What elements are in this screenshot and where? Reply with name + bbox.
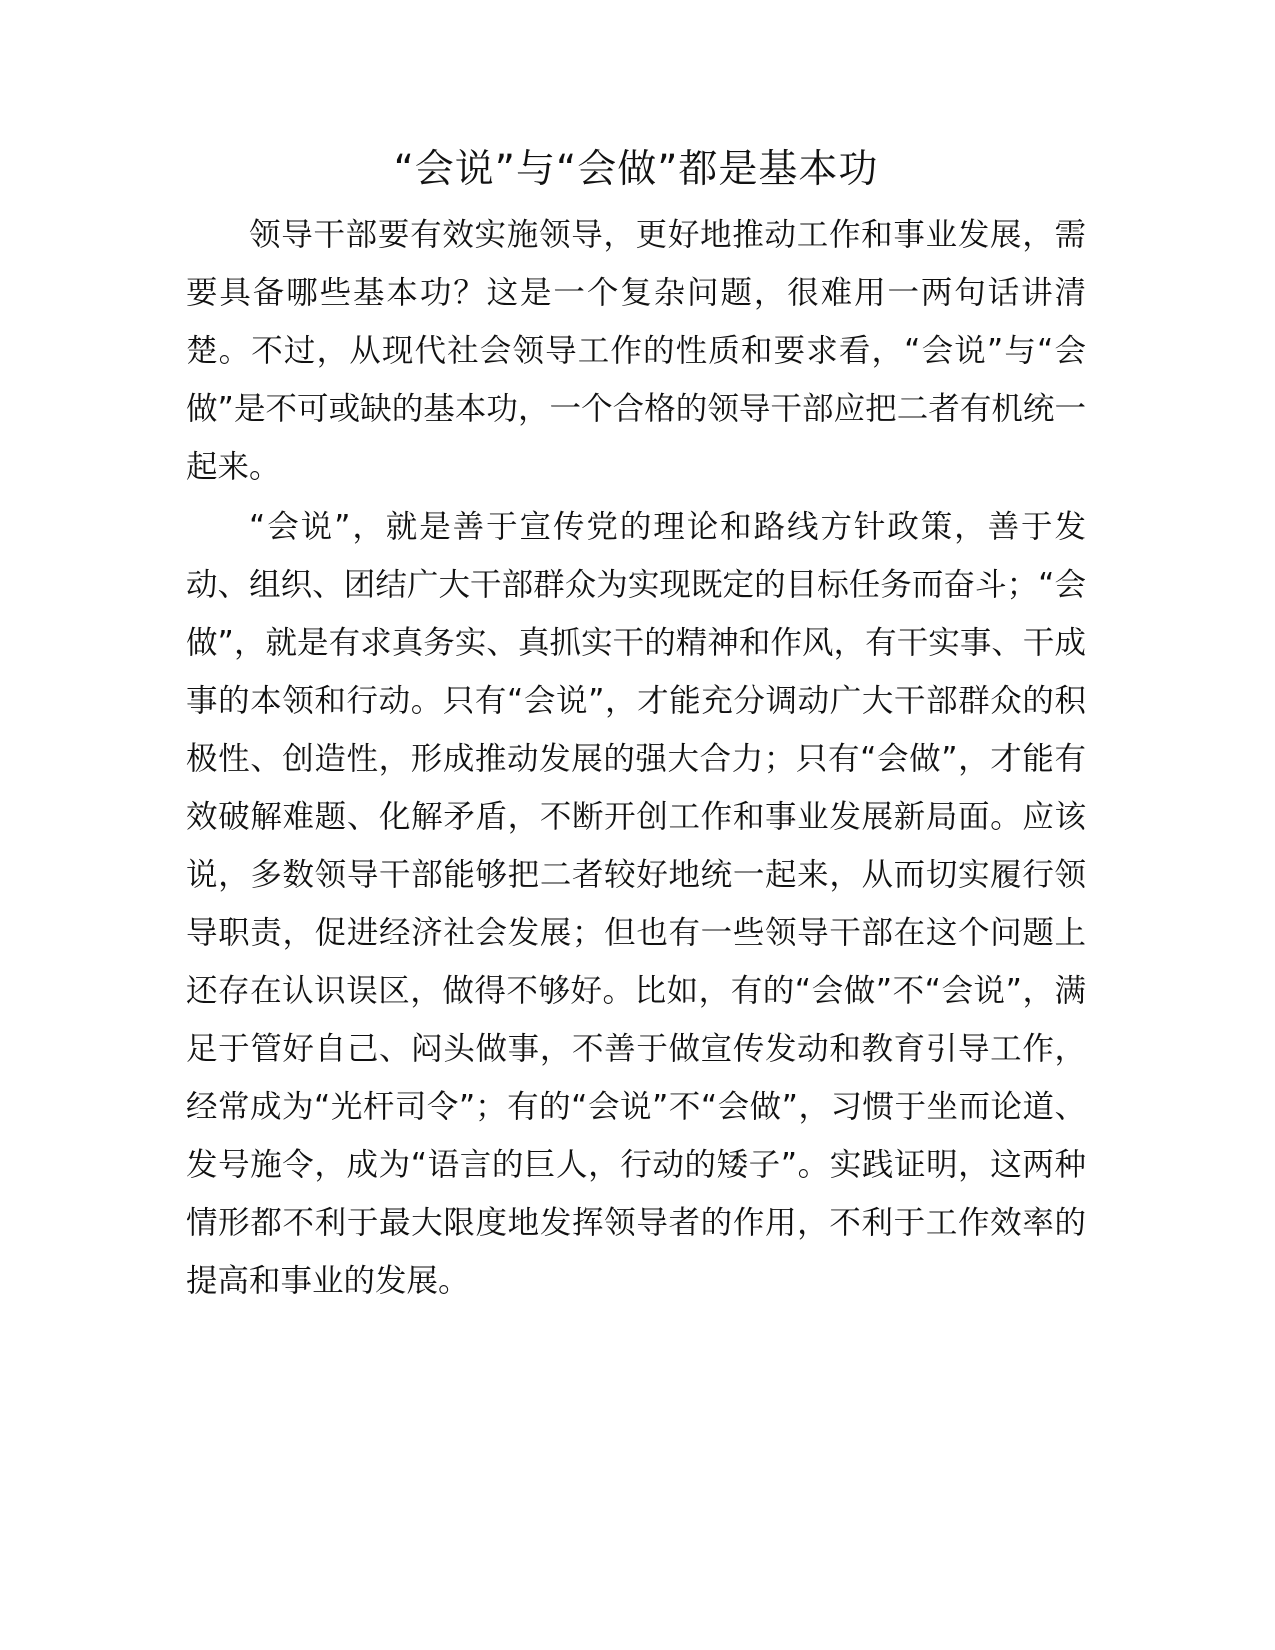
- paragraph-1: 领导干部要有效实施领导，更好地推动工作和事业发展，需要具备哪些基本功？这是一个复杂问题，很难用一两句话讲清楚。不过，从现代社会领导工作的性质和要求看，“会说”与“会做”是不可或缺的基本功，一个合格的领导干部应把二者有机统一起来。: [186, 217, 1086, 485]
- document-title: “会说”与“会做”都是基本功: [393, 147, 879, 192]
- document-page: [186, 140, 1086, 1310]
- paragraph-2: “会说”，就是善于宣传党的理论和路线方针政策，善于发动、组织、团结广大干部群众为实现既定的目标任务而奋斗；“会做”，就是有求真务实、真抓实干的精神和作风，有干实事、干成事的本领和行动。只有“会说”，才能充分调动广大干部群众的积极性、创造性，形成推动发展的强大合力；只有“会做”，才能有效破解难题、化解矛盾，不断开创工作和事业发展新局面。应该说，多数领导干部能够把二者较好地统一起来，从而切实履行领导职责，促进经济社会发展；但也有一些领导干部在这个问题上还存在认识误区，做得不够好。比如，有的“会做”不“会说”，满足于管好自己、闷头做事，不善于做宣传发动和教育引导工作，经常成为“光杆司令”；有的“会说”不“会做”，习惯于坐而论道、发号施令，成为“语言的巨人，行动的矮子”。实践证明，这两种情形都不利于最大限度地发挥领导者的作用，不利于工作效率的提高和事业的发展。: [186, 509, 1086, 1299]
